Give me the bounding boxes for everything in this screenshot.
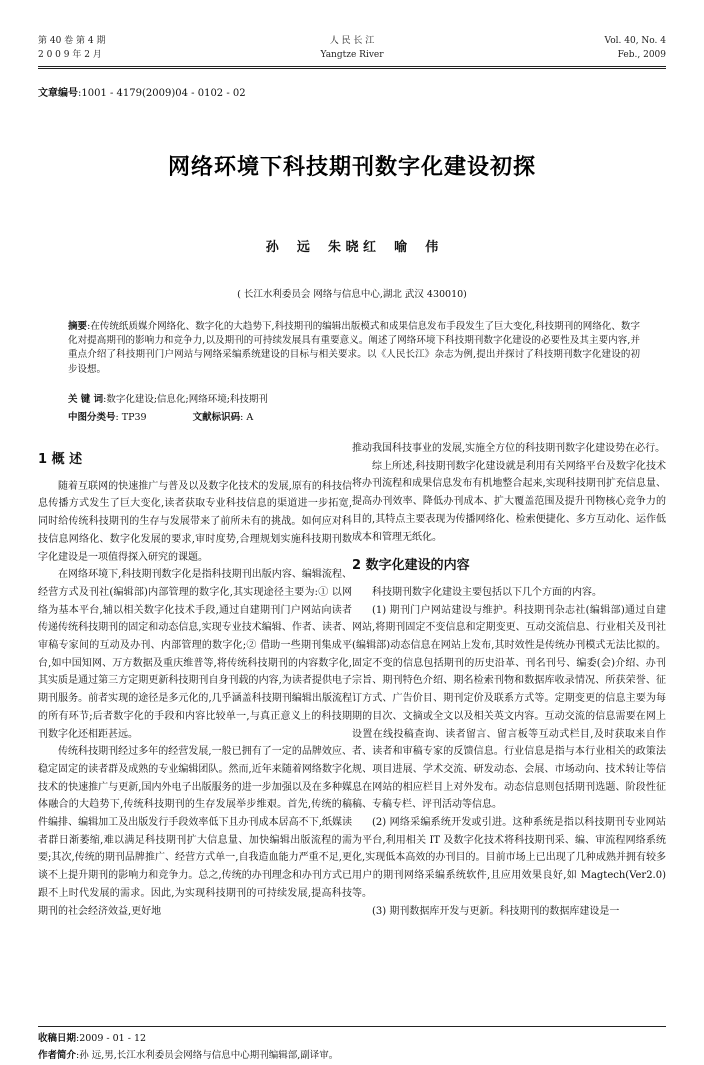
journal-name-en: Yangtze River [320,50,384,60]
section-heading-overview: 1 概 述 [38,452,83,467]
journal-name-zh: 人 民 长 江 [329,36,375,46]
body-paragraph: 在网络环境下,科技期刊数字化是指科技期刊出版内容、编辑流程、经营方式及刊社(编辑部)内部管理的数字化,其实现途径主要为:① 以网络为基本平台,辅以相关数字化技术手段,通过自建期刊门户网站向读者传递传统科技期刊的固定和动态信息,实现专业技术编辑、作者、读者、审稿专家间的互动及办刊、内部管理的数字化;② 借助一些期刊集成平台,如中国知网、万方数据及重庆维普等,将传统科技期刊的内容数字化,其实质是通过第三方定期更新科技期刊自身刊载的内容,为读者提供电子期刊服务。前者实现的途径是多元化的,几乎涵盖科技期刊编辑出版流程的所有环节;后者数字化的手段和内容比较单一,与真正意义上的科技期刊数字化还相距甚远。 [38,569,352,740]
body-paragraph: 随着互联网的快速推广与普及以及数字化技术的发展,原有的科技信息传播方式发生了巨大变化,读者获取专业科技信息的渠道进一步拓宽,同时给传统科技期刊的生存与发展带来了前所未有的挑战。如何应对科技信息网络化、数字化发展的要求,审时度势,合理规划实施科技期刊数字化建设是一项值得探入研究的课题。 [38,480,352,563]
body-paragraph: (1) 期刊门户网站建设与维护。科技期刊杂志社(编辑部)通过自建网站,将期刊固定不变信息和定期变更、互动交流信息、行业相关及刊社(编辑部)动态信息在网站上发布,其时效性是传统办刊模式无法比拟的。固定不变的信息包括期刊的历史沿革、刊名刊号、编委(会)介绍、办刊宗旨、期刊特色介绍、期名检索刊物和数据库收录情况、所获荣誉、征订方式、广告价目、期刊定价及联系方式等。定期变更的信息主要为每期的目次、文摘或全文以及相关英文内容。互动交流的信息需要在网上设置在线投稿查询、读者留言、留言板等互动式栏目,及时获取来自作者、读者和审稿专家的反馈信息。行业信息是指与本行业相关的政策法规、项目进展、学术交流、研发动态、会展、市场动向、技术转让等信息在网站的相应栏目上对外发布。动态信息则包括期刊选题、阶段性征稿、专稿专栏、评刊活动等信息。 [352,604,666,811]
journal-date-en: Feb., 2009 [617,50,666,60]
clc-label: 中图分类号 [68,412,116,423]
header-rule [38,66,666,67]
paper-title: 网络环境下科技期刊数字化建设初探 [167,155,536,180]
left-column [38,440,352,920]
keywords-text: :数字化建设;信息化;网络环境;科技期刊 [103,394,268,405]
body-paragraph: 传统科技期刊经过多年的经营发展,一般已拥有了一定的品牌效应、稳定固定的读者群及成熟的专业编辑团队。然而,近年来随着网络数字化技术的快速推广与更新,国内外电子出版服务的进一步加强以及在多种媒体融合的大趋势下,传统科技期刊的生存发展举步维艰。首先,传统的稿件编排、编辑加工及出版发行手段效率低下且办刊成本居高不下,纸媒读者群日渐萎缩,难以满足科技期刊扩大信息量、加快编辑出版流程的需要;其次,传统的期刊品牌推广、经营方式单一,自我造血能力严重不足,更谈不上提升期刊的影响力和竞争力。总之,传统的办刊理念和办刊方式已跟不上时代发展的需求。因此,为实现科技期刊的可持续发展,提高科技期刊的社会经济效益,更好地 [38,746,352,917]
author-bio-label: 作者简介 [38,1050,77,1061]
abstract [68,320,640,377]
body-paragraph: (3) 期刊数据库开发与更新。科技期刊的数据库建设是一 [372,905,620,917]
abstract-text: :在传统纸质媒介网络化、数字化的大趋势下,科技期刊的编辑出版模式和成果信息发布手段发生了巨大变化,科技期刊的网络化、数字化对提高期刊的影响力和竞争力,以及期刊的可持续发展具有重要意义。阐述了网络环境下科技期刊数字化建设的必要性及其主要内容,并重点介绍了科技期刊门户网站与网络采编系统建设的目标与相关要求。以《人民长江》杂志为例,提出并探讨了科技期刊数字化建设的初步设想。 [68,321,640,375]
right-column [352,440,666,920]
article-number [38,84,246,99]
author-affiliation: ( 长江水利委员会 网络与信息中心,湖北 武汉 430010) [237,289,467,300]
body-paragraph: 综上所述,科技期刊数字化建设就是利用有关网络平台及数字化技术将办刊流程和成果信息发布有机地整合起来,实现科技期刊扩充信息量、提高办刊效率、降低办刊成本、扩大覆盖范围及提升刊物核心竞争力的目的,其特点主要表现为传播网络化、检索便捷化、多方互动化、运作低成本和管理无纸化。 [352,460,666,543]
body-paragraph: (2) 网络采编系统开发或引进。这种系统是指以科技期刊专业网站为平台,利用相关 IT 及数字化技术将科技期刊采、编、审流程网络系统化,实现低本高效的办刊目的。目前市场上已出现了几种成熟并拥有较多用户的期刊网络采编系统软件,且应用效果良好,如 Magtech(Ver2.0)等。 [352,817,666,899]
classification [68,409,253,423]
author-list: 孙 远 朱 晓 红 喻 伟 [265,240,439,255]
article-number-label: 文章编号 [38,88,78,99]
section-heading-content: 2 数字化建设的内容 [352,558,470,574]
article-number-value: :1001 - 4179(2009)04 - 0102 - 02 [78,88,246,99]
document-code-label: 文献标识码 [192,412,241,423]
author-bio [38,1047,338,1061]
header-rule-thin [38,68,666,69]
keywords-label: 关 键 词 [68,394,104,405]
clc-value: : TP39 [115,412,147,423]
journal-volume-issue-zh: 第 40 卷 第 4 期 [38,36,106,46]
footnote-rule [38,1026,666,1027]
abstract-label: 摘要 [68,321,88,332]
received-date [38,1030,146,1044]
journal-date-zh: 2 0 0 9 年 2 月 [38,50,102,60]
journal-volume-issue-en: Vol. 40, No. 4 [604,36,666,46]
document-code-value: : A [240,412,254,423]
received-date-label: 收稿日期 [38,1033,77,1044]
body-paragraph: 科技期刊数字化建设主要包括以下几个方面的内容。 [372,586,602,598]
body-paragraph: 推动我国科技事业的发展,实施全方位的科技期刊数字化建设势在必行。 [352,443,666,454]
received-date-value: :2009 - 01 - 12 [76,1033,147,1044]
keywords [68,391,268,405]
author-bio-value: :孙 远,男,长江水利委员会网络与信息中心期刊编辑部,副译审。 [76,1050,339,1061]
